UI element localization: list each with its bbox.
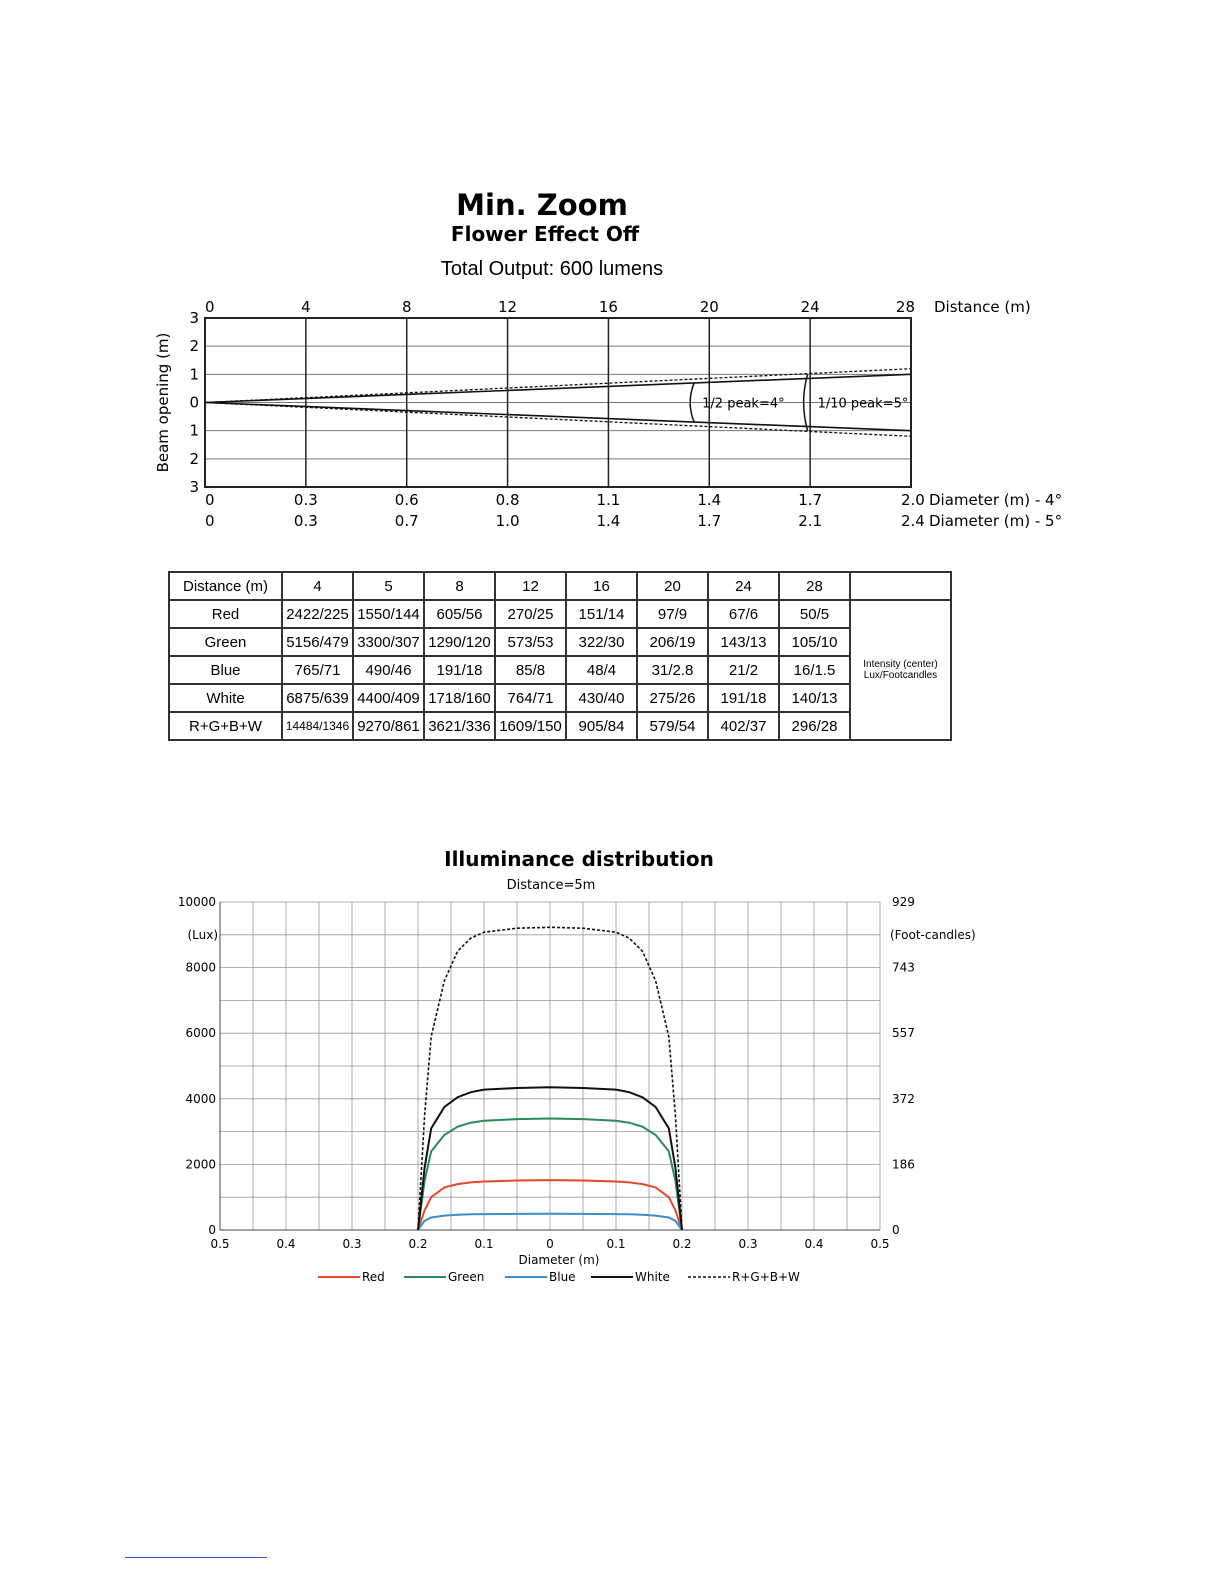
angle-label-4: 1/2 peak=4° — [702, 396, 785, 412]
diameter-value: 0.3 — [293, 512, 318, 530]
table-cell: 6875/639 — [282, 684, 353, 712]
table-cell: 764/71 — [495, 684, 566, 712]
table-cell: 50/5 — [779, 600, 850, 628]
row-label: White — [169, 684, 282, 712]
table-cell: 206/19 — [637, 628, 708, 656]
y-right-tick-label: 929 — [892, 895, 915, 909]
diameter-value: 1.7 — [697, 512, 722, 530]
diameter-value: 2.1 — [798, 512, 823, 530]
y-axis-label: Beam opening (m) — [154, 332, 172, 473]
legend-label: White — [635, 1270, 670, 1284]
y-tick-label: 3 — [189, 309, 199, 327]
table-cell: 579/54 — [637, 712, 708, 740]
illuminance-chart — [0, 840, 1224, 1300]
x-tick-label: 4 — [301, 298, 311, 316]
table-cell: 151/14 — [566, 600, 637, 628]
y-right-unit: (Foot-candles) — [890, 927, 976, 942]
y-left-tick-label: 2000 — [185, 1157, 216, 1172]
table-row — [169, 712, 951, 740]
y-right-tick-label: 557 — [892, 1026, 915, 1041]
diameter-value: 0.7 — [394, 512, 419, 530]
row-label: R+G+B+W — [169, 712, 282, 740]
x-tick-label: 0.5 — [870, 1237, 890, 1251]
table-header-cell: 12 — [495, 572, 566, 600]
y-right-tick-label: 0 — [892, 1223, 900, 1237]
y-tick-label: 0 — [189, 393, 199, 412]
x-tick-label: 0.3 — [738, 1237, 758, 1251]
table-cell: 1609/150 — [495, 712, 566, 740]
x-tick-label: 16 — [598, 298, 618, 316]
y-tick-label: 3 — [189, 478, 199, 496]
table-cell: 430/40 — [566, 684, 637, 712]
angle-label-5: 1/10 peak=5° — [817, 396, 909, 412]
chart-title: Illuminance distribution — [444, 847, 714, 871]
page-subtitle: Flower Effect Off — [450, 222, 640, 246]
table-cell: 275/26 — [637, 684, 708, 712]
diameter-value: 0.8 — [495, 491, 520, 509]
row-label: Green — [169, 628, 282, 656]
table-cell: 3300/307 — [353, 628, 424, 656]
table-cell: 191/18 — [424, 656, 495, 684]
diameter-value: 0 — [205, 491, 215, 509]
table-cell: 21/2 — [708, 656, 779, 684]
footer-rule — [125, 1557, 267, 1558]
table-header-blank — [850, 572, 951, 600]
intensity-table — [168, 571, 952, 741]
diameter-value: 1.1 — [596, 491, 621, 509]
table-cell: 605/56 — [424, 600, 495, 628]
table-cell: 2422/225 — [282, 600, 353, 628]
x-tick-label: 0.4 — [276, 1237, 296, 1251]
y-left-tick-label: 0 — [208, 1223, 216, 1237]
x-axis-label: Diameter (m) — [518, 1253, 600, 1267]
y-right-tick-label: 372 — [892, 1091, 915, 1106]
y-left-tick-label: 4000 — [185, 1091, 216, 1106]
table-cell: 143/13 — [708, 628, 779, 656]
diameter-value: 1.4 — [697, 491, 722, 509]
legend-label: R+G+B+W — [732, 1270, 800, 1284]
chart-subtitle: Distance=5m — [506, 878, 596, 893]
table-cell: 31/2.8 — [637, 656, 708, 684]
x-tick-label: 0.5 — [210, 1237, 230, 1251]
table-header-cell: 8 — [424, 572, 495, 600]
table-cell: 5156/479 — [282, 628, 353, 656]
table-cell: 490/46 — [353, 656, 424, 684]
x-tick-label: 8 — [401, 298, 412, 316]
table-cell: 1718/160 — [424, 684, 495, 712]
table-header-distance: Distance (m) — [169, 572, 282, 600]
diameter-value: 2.0 — [901, 491, 925, 509]
table-header-cell: 24 — [708, 572, 779, 600]
table-cell: 48/4 — [566, 656, 637, 684]
table-cell: 573/53 — [495, 628, 566, 656]
table-cell: 97/9 — [637, 600, 708, 628]
y-left-tick-label: 8000 — [185, 960, 216, 975]
intensity-note-line1: Intensity (center) — [863, 659, 938, 670]
table-cell: 16/1.5 — [779, 656, 850, 684]
diameter-value: 0.6 — [394, 491, 419, 509]
page-title: Min. Zoom — [456, 188, 628, 222]
x-tick-label: 0.2 — [408, 1237, 428, 1251]
diameter-row-label: Diameter (m) - 5° — [929, 512, 1063, 530]
table-cell: 4400/409 — [353, 684, 424, 712]
x-tick-label: 20 — [699, 298, 719, 316]
diameter-value: 1.0 — [495, 512, 520, 530]
total-output-label: Total Output: 600 lumens — [440, 258, 664, 280]
table-header-cell: 20 — [637, 572, 708, 600]
table-cell: 296/28 — [779, 712, 850, 740]
table-row — [169, 684, 951, 712]
x-tick-label: 0 — [546, 1237, 554, 1251]
table-header-cell: 4 — [282, 572, 353, 600]
x-tick-label: 0.3 — [342, 1237, 362, 1251]
diameter-value: 1.4 — [596, 512, 621, 530]
x-tick-label: 0.2 — [672, 1237, 692, 1251]
table-cell: 140/13 — [779, 684, 850, 712]
y-right-tick-label: 743 — [892, 960, 915, 975]
x-tick-label: 24 — [800, 298, 820, 316]
diameter-value: 0.3 — [293, 491, 318, 509]
y-tick-label: 2 — [189, 449, 199, 468]
x-tick-label: 0.1 — [474, 1237, 494, 1251]
y-left-tick-label: 10000 — [177, 895, 216, 909]
table-cell: 765/71 — [282, 656, 353, 684]
table-header-cell: 5 — [353, 572, 424, 600]
x-tick-label: 12 — [498, 298, 518, 316]
x-tick-label: 0.1 — [606, 1237, 626, 1251]
intensity-note-line2: Lux/Footcandles — [863, 670, 938, 681]
table-cell: 67/6 — [708, 600, 779, 628]
table-cell: 9270/861 — [353, 712, 424, 740]
row-label: Blue — [169, 656, 282, 684]
table-header-row — [169, 572, 951, 600]
diameter-value: 0 — [205, 512, 215, 530]
beam-opening-chart — [0, 290, 1224, 540]
table-cell: 402/37 — [708, 712, 779, 740]
table-row — [169, 600, 951, 628]
table-header-cell: 16 — [566, 572, 637, 600]
legend-label: Green — [448, 1270, 485, 1284]
y-left-unit: (Lux) — [187, 927, 218, 942]
diameter-value: 2.4 — [901, 512, 925, 530]
table-cell: 191/18 — [708, 684, 779, 712]
diameter-value: 1.7 — [798, 491, 823, 509]
x-tick-label: 0 — [205, 298, 215, 316]
row-label: Red — [169, 600, 282, 628]
table-cell: 1550/144 — [353, 600, 424, 628]
table-cell: 85/8 — [495, 656, 566, 684]
y-tick-label: 2 — [189, 337, 199, 356]
table-cell: 905/84 — [566, 712, 637, 740]
table-row — [169, 628, 951, 656]
table-cell: 14484/1346 — [282, 712, 353, 740]
x-tick-label: 28 — [895, 298, 915, 316]
y-left-tick-label: 6000 — [185, 1026, 216, 1041]
legend-label: Blue — [549, 1270, 576, 1284]
table-cell: 3621/336 — [424, 712, 495, 740]
y-tick-label: 1 — [189, 421, 199, 440]
y-tick-label: 1 — [189, 365, 199, 384]
table-cell: 322/30 — [566, 628, 637, 656]
legend-label: Red — [362, 1270, 385, 1284]
table-row — [169, 656, 951, 684]
y-right-tick-label: 186 — [892, 1157, 915, 1172]
diameter-row-label: Diameter (m) - 4° — [929, 491, 1063, 509]
intensity-note — [850, 600, 951, 740]
table-cell: 105/10 — [779, 628, 850, 656]
x-tick-label: 0.4 — [804, 1237, 824, 1251]
table-cell: 270/25 — [495, 600, 566, 628]
table-header-cell: 28 — [779, 572, 850, 600]
table-cell: 1290/120 — [424, 628, 495, 656]
x-axis-label: Distance (m) — [934, 298, 1031, 316]
